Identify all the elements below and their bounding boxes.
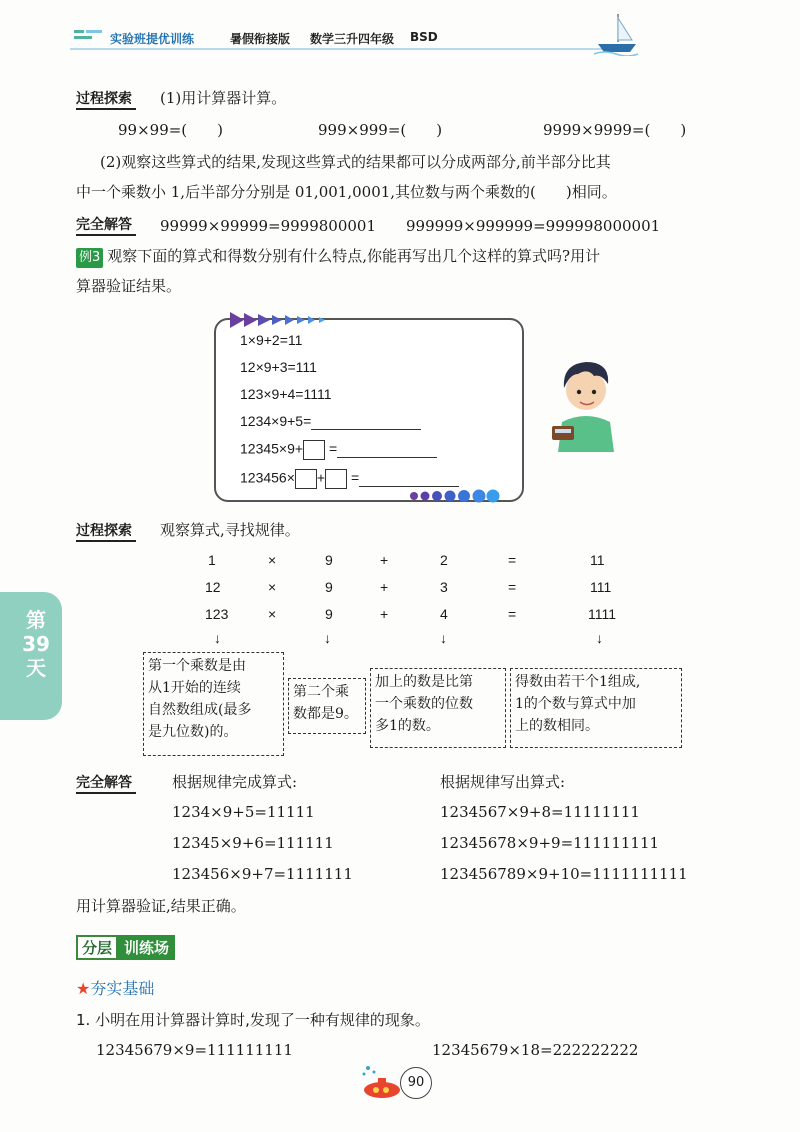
row2-op1: ×	[268, 579, 277, 595]
board-eq-6-b: +	[316, 469, 326, 486]
page-number: 90	[400, 1067, 432, 1099]
callout-2-line: 数都是9。	[293, 706, 358, 722]
part2-intro: 观察算式,寻找规律。	[160, 521, 300, 539]
callout-4-line: 上的数相同。	[515, 718, 599, 734]
blank-box	[303, 440, 325, 460]
blank-box	[295, 469, 317, 489]
row2-b: 9	[325, 579, 333, 595]
board-eq-2: 12×9+3=111	[240, 359, 317, 375]
left-head: 根据规律完成算式:	[172, 773, 298, 791]
example3-badge: 例3	[76, 248, 103, 268]
section-tag-process-2: 过程探索	[76, 520, 136, 542]
boy-with-calculator-illustration	[548, 352, 624, 452]
right-head: 根据规律写出算式:	[440, 773, 566, 791]
callout-2-line: 第二个乘	[293, 684, 349, 700]
q1-item-1: 99×99=( )	[118, 121, 224, 139]
callout-1-line: 第一个乘数是由	[148, 658, 246, 674]
board-eq-4	[240, 413, 421, 430]
day-label-1: 第	[26, 608, 46, 632]
header-edition: 暑假衔接版	[230, 32, 291, 46]
board-eq-5-a: 12345×9+	[240, 440, 304, 457]
board-eq-6	[240, 469, 459, 489]
row3-a: 123	[205, 606, 229, 622]
row3-op2: +	[380, 606, 389, 622]
callout-1-line: 是九位数)的。	[148, 724, 238, 740]
example3-line-2: 算器验证结果。	[76, 277, 182, 295]
basic-section	[76, 976, 154, 999]
callout-first-factor	[143, 652, 284, 756]
row2-op2: +	[380, 579, 389, 595]
practice-q1-left: 12345679×9=111111111	[96, 1041, 293, 1059]
row3-b: 9	[325, 606, 333, 622]
row2-result: 111	[590, 579, 612, 595]
board-eq-5	[240, 440, 437, 460]
header-code: BSD	[410, 30, 438, 44]
q1-item-2: 999×999=( )	[318, 121, 443, 139]
example3-text-1: 观察下面的算式和得数分别有什么特点,你能再写出几个这样的算式吗?用计	[107, 247, 601, 265]
practice-banner-a: 分层	[76, 935, 118, 960]
right-eq-3: 123456789×9+10=1111111111	[440, 865, 688, 883]
callout-3-line: 多1的数。	[375, 718, 440, 734]
practice-q1: 1. 小明在用计算器计算时,发现了一种有规律的现象。	[76, 1011, 430, 1029]
left-eq-2: 12345×9+6=111111	[172, 834, 334, 852]
board-eq-4-text: 1234×9+5=	[240, 413, 312, 429]
q2-line-2: 中一个乘数小 1,后半部分分别是 01,001,0001,其位数与两个乘数的( )相同。	[76, 183, 617, 201]
answer-tag-2: 完全解答	[76, 772, 136, 794]
row3-result: 1111	[588, 606, 617, 622]
q1-label: (1)用计算器计算。	[160, 89, 287, 107]
callout-1-line: 从1开始的连续	[148, 680, 241, 696]
answer-line	[359, 470, 459, 487]
row2-c: 3	[440, 579, 448, 595]
answer-tag-1: 完全解答	[76, 214, 136, 236]
row1-op1: ×	[268, 552, 277, 568]
right-eq-1: 1234567×9+8=11111111	[440, 803, 640, 821]
callout-4-line: 1的个数与算式中加	[515, 696, 636, 712]
verify-text: 用计算器验证,结果正确。	[76, 897, 246, 915]
row2-a: 12	[205, 579, 221, 595]
triangle-decoration-icon	[228, 310, 338, 330]
row3-eq: =	[508, 606, 517, 622]
row1-c: 2	[440, 552, 448, 568]
arrow-down-icon: ↓	[324, 630, 331, 646]
board-eq-6-c: =	[350, 469, 360, 486]
callout-1-line: 自然数组成(最多	[148, 702, 252, 718]
row1-op2: +	[380, 552, 389, 568]
answer-line	[337, 441, 437, 458]
row1-b: 9	[325, 552, 333, 568]
left-eq-1: 1234×9+5=11111	[172, 803, 315, 821]
board-eq-5-b: =	[328, 440, 338, 457]
board-eq-1: 1×9+2=11	[240, 332, 303, 348]
left-eq-3: 123456×9+7=1111111	[172, 865, 353, 883]
blank-box	[325, 469, 347, 489]
series-logo-icon	[72, 26, 106, 46]
dots-decoration-icon	[408, 488, 500, 504]
example3-line-1	[76, 246, 600, 268]
callout-second-factor	[288, 678, 366, 734]
submarine-icon	[356, 1062, 406, 1102]
row3-op1: ×	[268, 606, 277, 622]
star-icon: ★	[76, 979, 91, 998]
section-tag-process-1: 过程探索	[76, 88, 136, 110]
arrow-down-icon: ↓	[596, 630, 603, 646]
header-series: 实验班提优训练	[110, 32, 195, 46]
day-label-3: 天	[26, 656, 46, 680]
q1-item-3: 9999×9999=( )	[543, 121, 687, 139]
header-grade: 数学三升四年级	[310, 32, 395, 46]
q2-line-1: (2)观察这些算式的结果,发现这些算式的结果都可以分成两部分,前半部分比其	[100, 153, 611, 171]
callout-added-number	[370, 668, 506, 748]
row2-eq: =	[508, 579, 517, 595]
board-eq-6-a: 123456×	[240, 469, 295, 486]
day-label-2: 39	[22, 632, 50, 656]
answer-line	[311, 413, 421, 430]
callout-3-line: 一个乘数的位数	[375, 696, 473, 712]
callout-3-line: 加上的数是比第	[375, 674, 473, 690]
boat-icon	[592, 12, 640, 56]
practice-banner	[76, 935, 175, 959]
row1-a: 1	[208, 552, 216, 568]
header-divider	[70, 48, 610, 50]
arrow-down-icon: ↓	[440, 630, 447, 646]
callout-result	[510, 668, 682, 748]
practice-q1-right: 12345679×18=222222222	[432, 1041, 639, 1059]
row1-result: 11	[590, 552, 605, 568]
practice-banner-b: 训练场	[118, 935, 175, 960]
callout-4-line: 得数由若干个1组成,	[515, 674, 641, 690]
day-side-tab-label	[22, 608, 50, 680]
board-eq-3: 123×9+4=1111	[240, 386, 332, 402]
basic-title: 夯实基础	[90, 979, 155, 998]
row1-eq: =	[508, 552, 517, 568]
answer-text-1: 99999×99999=9999800001 999999×999999=999998000001	[160, 217, 661, 235]
arrow-down-icon: ↓	[214, 630, 221, 646]
right-eq-2: 12345678×9+9=111111111	[440, 834, 660, 852]
row3-c: 4	[440, 606, 448, 622]
